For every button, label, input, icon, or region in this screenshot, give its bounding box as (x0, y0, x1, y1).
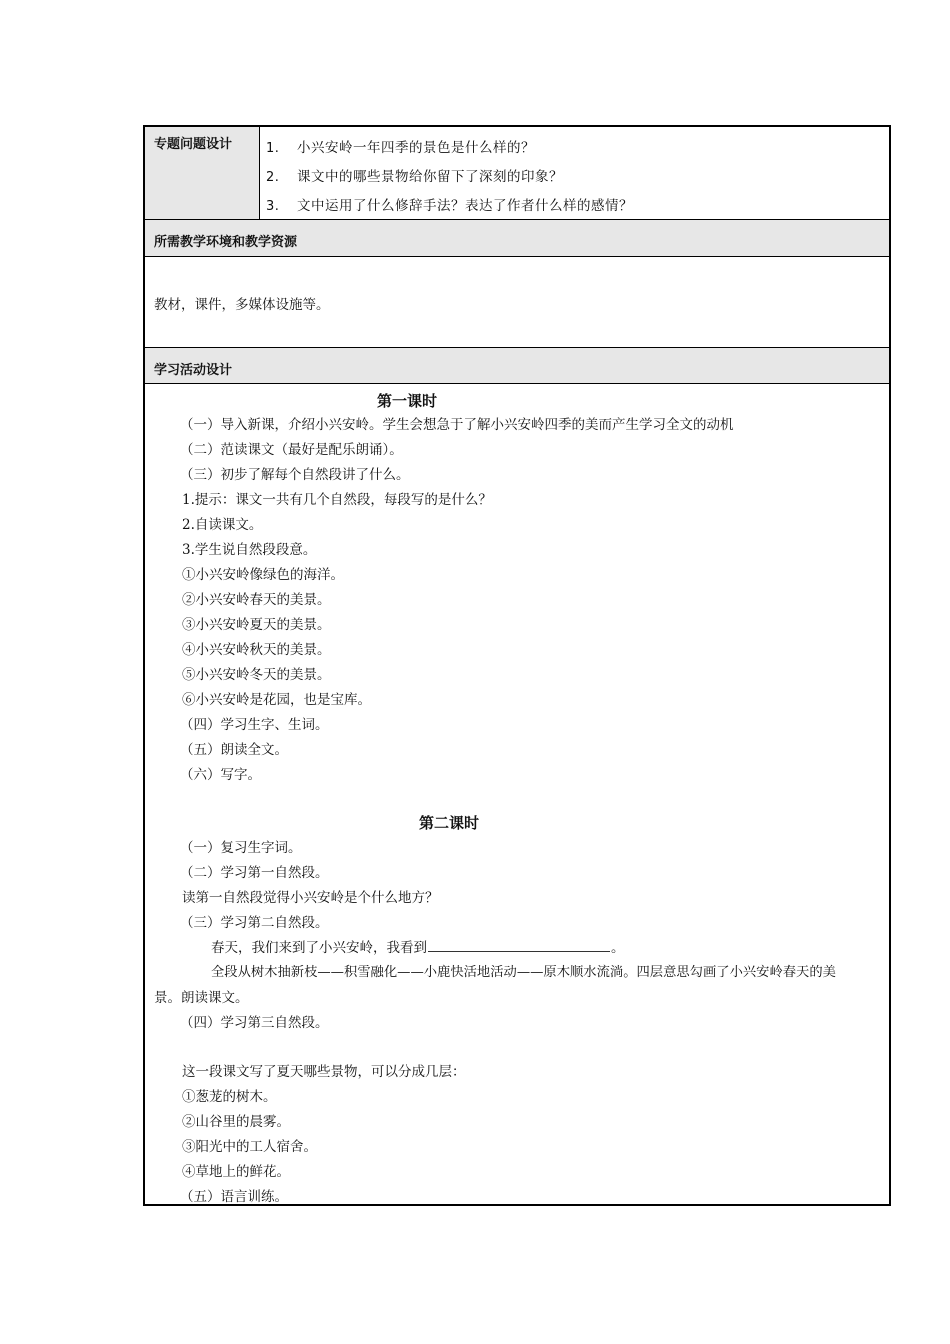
lesson2-line: ②山谷里的晨雾。 (182, 1114, 290, 1130)
topic-label-cell (145, 127, 260, 219)
lesson1-line: 1.提示：课文一共有几个自然段，每段写的是什么？ (182, 492, 492, 508)
lesson2-line: （三）学习第二自然段。 (180, 915, 329, 931)
lesson2-line: （一）复习生字词。 (180, 840, 302, 856)
lesson2-line: （四）学习第三自然段。 (180, 1015, 329, 1031)
lesson1-line: ②小兴安岭春天的美景。 (182, 592, 331, 608)
lesson1-line: （六）写字。 (180, 767, 261, 783)
lesson1-line: ③小兴安岭夏天的美景。 (182, 617, 331, 633)
lesson1-line: ⑥小兴安岭是花园，也是宝库。 (182, 692, 371, 708)
lesson1-title: 第一课时 (377, 392, 438, 410)
lesson2-line: ③阳光中的工人宿舍。 (182, 1139, 317, 1155)
lesson2-line: ①葱茏的树木。 (182, 1089, 277, 1105)
lesson1-line: （一）导入新课，介绍小兴安岭。学生会想急于了解小兴安岭四季的美而产生学习全文的动机 (180, 417, 734, 433)
resources-body-row (145, 257, 889, 348)
topic-label: 专题问题设计 (154, 137, 233, 152)
lesson-plan-table (143, 125, 891, 1206)
lesson2-line: 读第一自然段觉得小兴安岭是个什么地方？ (182, 890, 439, 906)
lesson1-line: ①小兴安岭像绿色的海洋。 (182, 567, 344, 583)
paragraph-line: 景。朗读课文。 (154, 990, 249, 1006)
lesson1-line: （三）初步了解每个自然段讲了什么。 (180, 467, 410, 483)
activities-body (145, 384, 889, 1204)
question-1: 1. 小兴安岭一年四季的景色是什么样的？ (266, 140, 535, 156)
lesson2-line: ④草地上的鲜花。 (182, 1164, 290, 1180)
activities-header: 学习活动设计 (154, 363, 233, 378)
topic-row (145, 127, 889, 220)
lesson2-line: （二）学习第一自然段。 (180, 865, 329, 881)
resources-header-row (145, 220, 889, 257)
resources-header: 所需教学环境和教学资源 (154, 235, 298, 250)
spring-fill-in: 春天，我们来到了小兴安岭，我看到 。 (211, 940, 625, 956)
resources-text: 教材，课件，多媒体设施等。 (154, 297, 330, 313)
lesson1-line: ⑤小兴安岭冬天的美景。 (182, 667, 331, 683)
lesson1-line: ④小兴安岭秋天的美景。 (182, 642, 331, 658)
lesson2-line: 这一段课文写了夏天哪些景物，可以分成几层： (182, 1064, 466, 1080)
question-2: 2. 课文中的哪些景物给你留下了深刻的印象？ (266, 169, 563, 185)
lesson1-line: 3.学生说自然段段意。 (182, 542, 317, 558)
lesson2-title: 第二课时 (419, 814, 480, 832)
activities-header-row (145, 348, 889, 384)
answer-blank (428, 939, 610, 952)
lesson1-line: 2.自读课文。 (182, 517, 263, 533)
lesson1-line: （五）朗读全文。 (180, 742, 288, 758)
lesson1-line: （二）范读课文（最好是配乐朗诵）。 (180, 442, 403, 458)
paragraph-line: 全段从树木抽新枝——积雪融化——小鹿快活地活动——原木顺水流淌。四层意思勾画了小兴安岭春天的美 (211, 965, 836, 980)
lesson2-line: （五）语言训练。 (180, 1189, 288, 1205)
lesson1-line: （四）学习生字、生词。 (180, 717, 329, 733)
question-3: 3. 文中运用了什么修辞手法？表达了作者什么样的感情？ (266, 198, 633, 214)
